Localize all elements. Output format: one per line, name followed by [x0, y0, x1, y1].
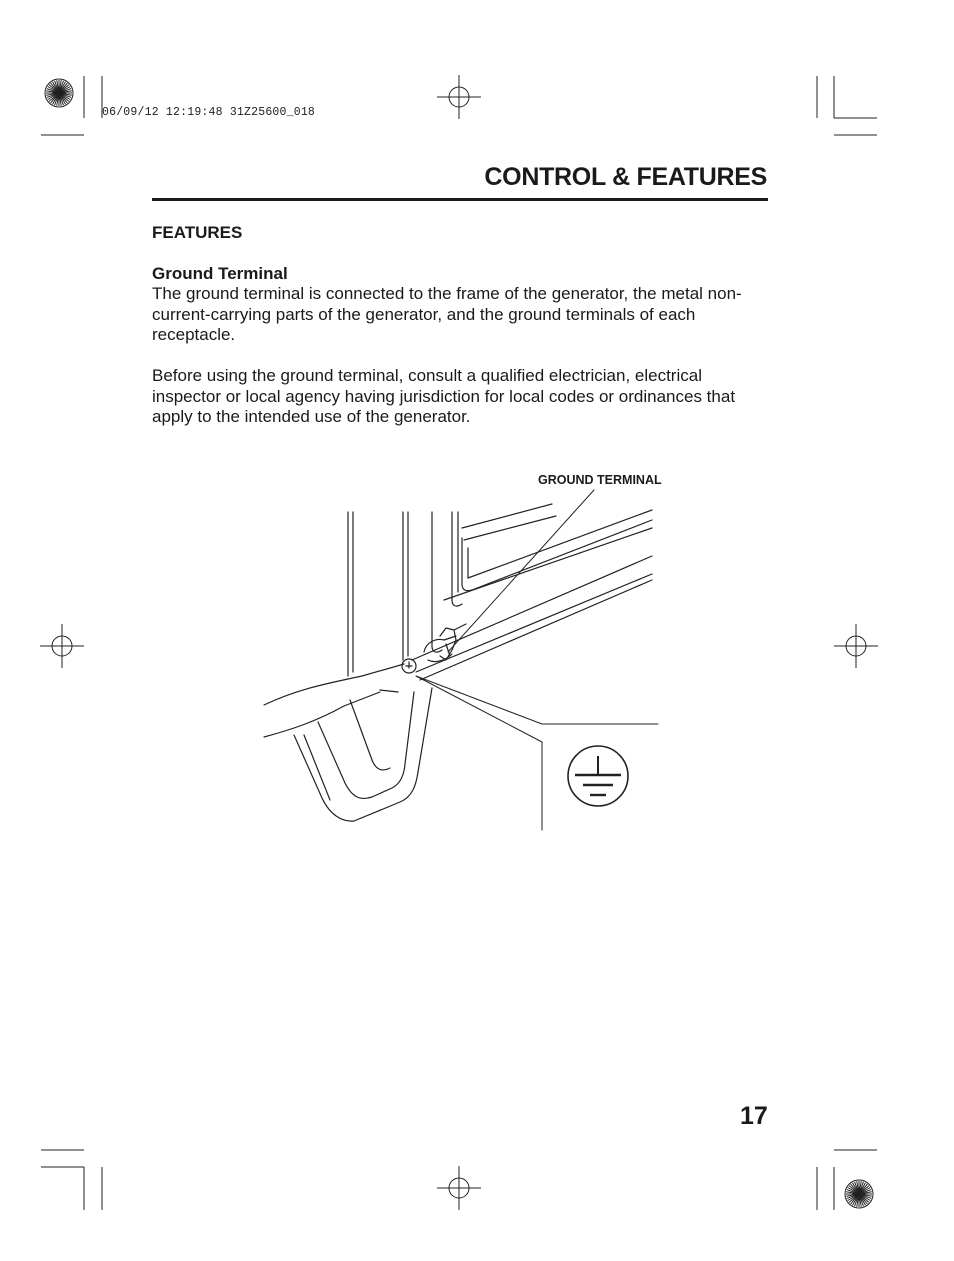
ground-terminal-callout-label: GROUND TERMINAL	[538, 473, 662, 487]
page-number: 17	[740, 1102, 768, 1130]
print-stamp: 06/09/12 12:19:48 31Z25600_018	[102, 106, 316, 119]
ground-terminal-paragraph-1: The ground terminal is connected to the frame of the generator, the metal non-current-carrying parts of the generator, and the ground terminals of each receptacle.	[152, 284, 742, 344]
ground-symbol-icon	[568, 746, 628, 806]
ground-terminal-heading: Ground Terminal	[152, 264, 288, 283]
section-title: CONTROL & FEATURES	[484, 163, 767, 191]
features-heading: FEATURES	[152, 223, 243, 242]
ground-terminal-paragraph-2: Before using the ground terminal, consult a qualified electrician, electrical inspector or local agency having jurisdiction for local codes or ordinances that apply to the intended use of the generator.	[152, 366, 736, 426]
